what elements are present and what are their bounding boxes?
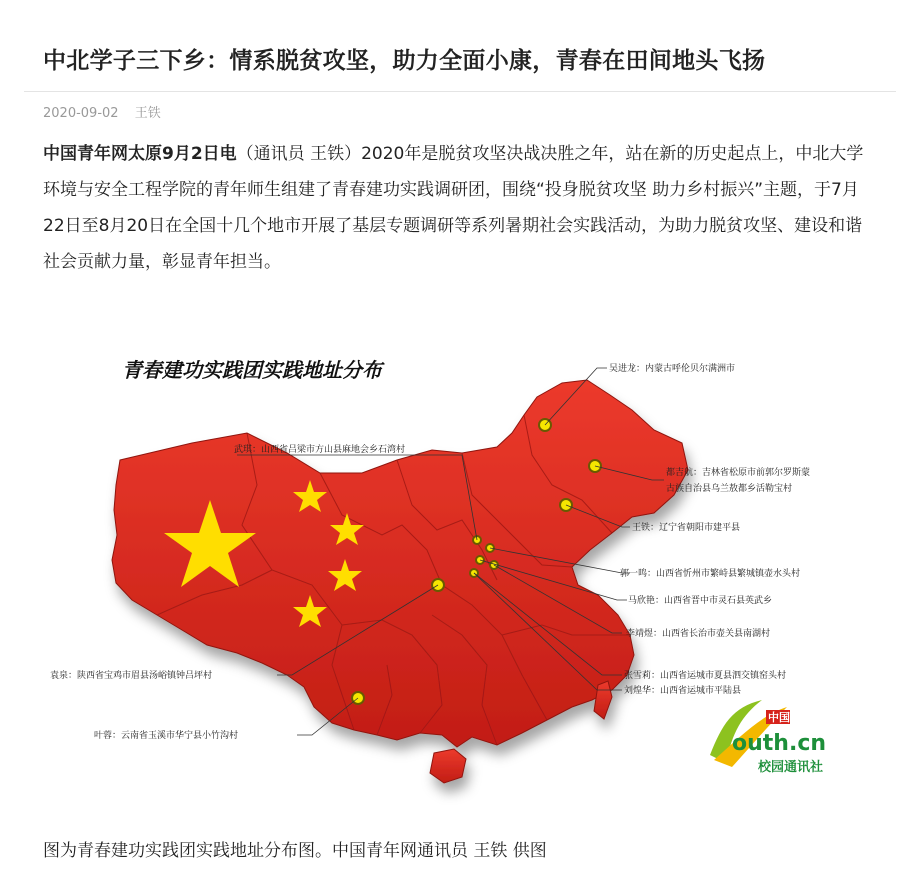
map-label-li: 李靖煜：山西省长治市壶关县南湖村: [626, 629, 771, 639]
map-label-yuan: 袁泉：陕西省宝鸡市眉县汤峪镇钟吕坪村: [50, 671, 213, 681]
lead-body: （通讯员 王铁）2020年是脱贫攻坚决战决胜之年，站在新的历史起点上，中北大学环境与安全工程学院的青年师生组建了青春建功实践调研团，围绕“投身脱贫攻坚 助力乡村振兴”主题，于7月22日至8月20日在全国十几个地市开展了基层专题调研等系列暑期社会实践活动，为助力脱贫攻坚、建设和谐社会贡献力量，彰显青年担当。: [43, 144, 864, 272]
map-label-guo: 郭一鸣：山西省忻州市繁峙县繁城镇壶水头村: [620, 569, 801, 579]
map-label-du-1: 都吉航：吉林省松原市前郭尔罗斯蒙: [666, 468, 811, 478]
map-label-zhang: 张雪莉：山西省运城市夏县泗交镇窑头村: [624, 671, 787, 681]
author-link[interactable]: 王铁: [134, 106, 161, 121]
distribution-map-image: [42, 335, 878, 805]
logo-bottom: 校园通讯社: [758, 760, 824, 775]
map-label-du-2: 古族自治县乌兰敖都乡活勒宝村: [666, 484, 793, 494]
publish-date: 2020-09-02: [43, 106, 119, 121]
dateline: 中国青年网太原9月2日电: [43, 144, 237, 164]
map-title: 青春建功实践团实践地址分布: [122, 358, 382, 382]
title-divider: [24, 91, 896, 92]
map-label-ye: 叶蓉：云南省玉溪市华宁县小竹沟村: [94, 731, 239, 741]
figure-caption: 图为青春建功实践团实践地址分布图。中国青年网通讯员 王铁 供图: [43, 841, 547, 861]
article-meta: [43, 102, 161, 121]
map-label-wangtie: 王铁：辽宁省朝阳市建平县: [632, 523, 741, 533]
china-map: [112, 380, 688, 783]
map-label-ma: 马欣艳：山西省晋中市灵石县英武乡: [628, 596, 773, 606]
map-label-wuqi: 武琪：山西省吕梁市方山县麻地会乡石湾村: [234, 445, 406, 455]
logo-main: outh.cn: [732, 731, 827, 756]
article-title: 中北学子三下乡：情系脱贫攻坚，助力全面小康，青春在田间地头飞扬: [43, 48, 766, 74]
youth-cn-logo: [710, 700, 826, 775]
map-label-wu: 吴进龙：内蒙古呼伦贝尔满洲市: [609, 364, 736, 374]
lead-paragraph: [43, 136, 876, 280]
map-label-liu: 刘煌华：山西省运城市平陆县: [624, 686, 742, 696]
logo-top: 中国青年网: [768, 711, 823, 724]
